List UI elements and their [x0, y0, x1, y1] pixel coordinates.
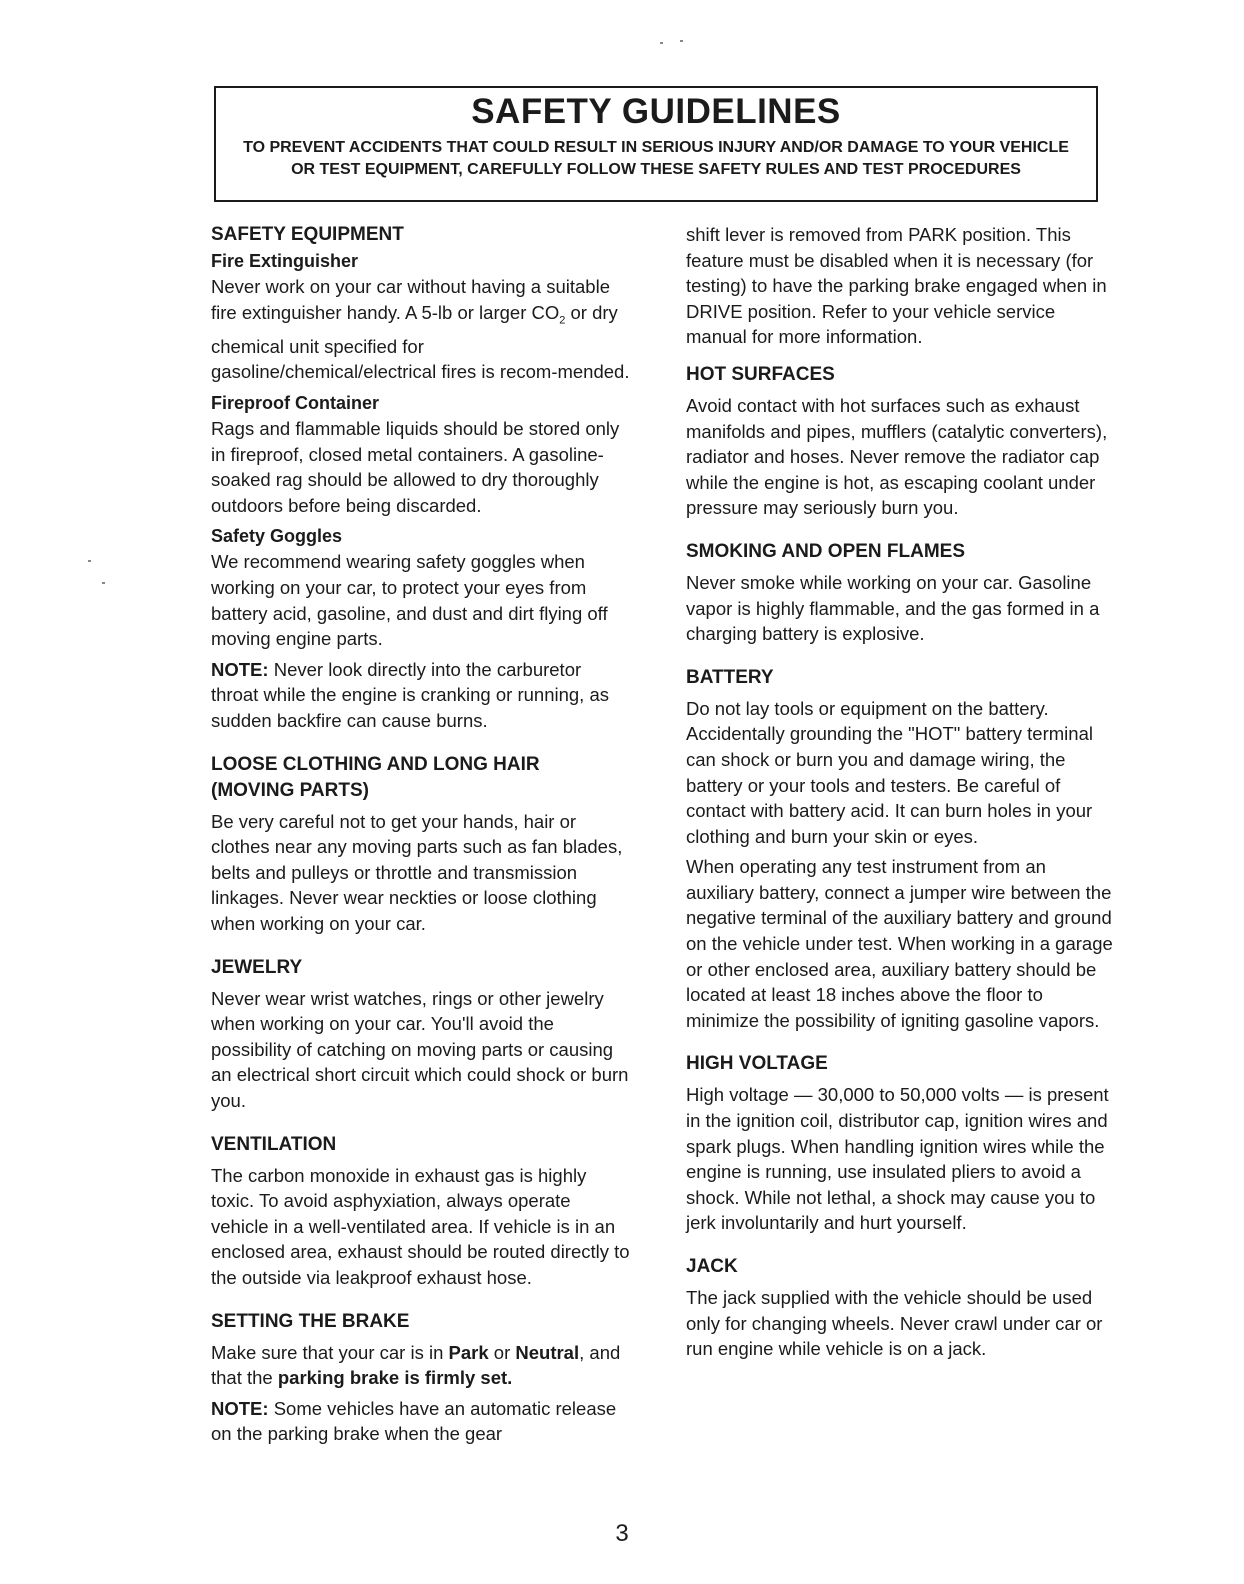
paragraph-brake-continued: shift lever is removed from PARK position. This feature must be disabled when it is necessary (for testing) to have the parking brake engaged when in DRIVE position. Refer to your vehicle service manual for more information.	[686, 224, 1107, 348]
section-heading: HIGH VOLTAGE	[686, 1053, 828, 1075]
page-number: 3	[615, 1520, 629, 1547]
section-smoking	[686, 539, 1118, 647]
text-span: Never work on your car without having a suitable fire extinguisher handy. A 5-lb or larger CO	[211, 276, 610, 323]
scan-speck	[660, 42, 663, 44]
scan-speck	[102, 582, 105, 584]
section-heading: JEWELRY	[211, 956, 303, 978]
paragraph-jack: The jack supplied with the vehicle should be used only for changing wheels. Never crawl under car or run engine while vehicle is on a jack.	[686, 1287, 1103, 1360]
section-ventilation	[211, 1132, 631, 1291]
paragraph-ventilation: The carbon monoxide in exhaust gas is highly toxic. To avoid asphyxiation, always operate vehicle in a well-ventilated area. If vehicle is in an enclosed area, exhaust should be routed directly to the outside via leakproof exhaust hose.	[211, 1164, 630, 1288]
bold-parking-brake: parking brake is firmly set.	[277, 1367, 513, 1389]
section-heading-line-2: (MOVING PARTS)	[211, 779, 369, 801]
section-high-voltage	[686, 1051, 1118, 1236]
paragraph-fireproof-container: Rags and flammable liquids should be stored only in fireproof, closed metal containers. A gasoline-soaked rag should be allowed to dry thoroughly outdoors before being discarded.	[211, 418, 620, 516]
text-span: or	[488, 1341, 516, 1363]
section-heading: BATTERY	[686, 666, 774, 688]
section-heading: LOOSE CLOTHING AND LONG HAIR	[211, 753, 540, 775]
subheading-fireproof-container: Fireproof Container	[211, 393, 380, 414]
paragraph-loose-clothing: Be very careful not to get your hands, hair or clothes near any moving parts such as fan blades, belts and pulleys or throttle and transmission linkages. Never wear neckties or loose clothing when working on your car.	[211, 810, 623, 934]
page-title: SAFETY GUIDELINES	[471, 92, 841, 131]
note-label: NOTE:	[211, 1397, 269, 1419]
text-span: Never look directly into the carburetor throat while the engine is cranking or running, as sudden backfire can cause burns.	[211, 658, 609, 731]
text-span: , and that the	[211, 1341, 621, 1389]
page-subtitle: TO PREVENT ACCIDENTS THAT COULD RESULT IN SERIOUS INJURY AND/OR DAMAGE TO YOUR VEHICLE OR TEST EQUIPMENT, CAREFULLY FOLLOW THESE SAFETY RULES AND TEST PROCEDURES	[243, 139, 1069, 178]
section-heading: SETTING THE BRAKE	[211, 1310, 410, 1332]
section-heading: SAFETY EQUIPMENT	[211, 224, 404, 245]
paragraph-smoking: Never smoke while working on your car. Gasoline vapor is highly flammable, and the gas formed in a charging battery is explosive.	[686, 571, 1100, 645]
section-jack	[686, 1254, 1118, 1362]
paragraph-note-brake	[211, 1396, 631, 1447]
paragraph-note-carburetor	[211, 657, 631, 734]
bold-park: Park	[448, 1341, 489, 1363]
safety-header-box	[214, 86, 1098, 202]
text-span: Some vehicles have an automatic release on the parking brake when the gear	[211, 1397, 617, 1445]
scan-speck	[88, 560, 91, 562]
subheading-fire-extinguisher: Fire Extinguisher	[211, 251, 359, 271]
section-jewelry	[211, 955, 631, 1114]
paragraph-jewelry: Never wear wrist watches, rings or other jewelry when working on your car. You'll avoid the possibility of catching on moving parts or causing an electrical short circuit which could shock or burn you.	[211, 987, 629, 1111]
bold-neutral: Neutral	[515, 1341, 580, 1363]
section-loose-clothing	[211, 752, 631, 937]
section-heading: SMOKING AND OPEN FLAMES	[686, 540, 966, 562]
section-hot-surfaces	[686, 362, 1118, 521]
paragraph-setting-brake	[211, 1340, 631, 1391]
subheading-safety-goggles: Safety Goggles	[211, 526, 343, 547]
scan-speck	[680, 40, 683, 42]
section-heading: VENTILATION	[211, 1133, 337, 1155]
note-label: NOTE:	[211, 658, 269, 680]
paragraph-battery-2: When operating any test instrument from an auxiliary battery, connect a jumper wire between the negative terminal of the auxiliary battery and ground on the vehicle under test. When working in a garage or other enclosed area, auxiliary battery should be located at least 18 inches above the floor to minimize the possibility of igniting gasoline vapors.	[686, 856, 1113, 1031]
section-setting-the-brake	[211, 1309, 631, 1447]
right-column	[686, 222, 1118, 1362]
paragraph-high-voltage: High voltage — 30,000 to 50,000 volts — is present in the ignition coil, distributor cap, ignition wires and spark plugs. When handling ignition wires while the engine is running, use insulated pliers to avoid a shock. While not lethal, a shock may cause you to jerk involuntarily and hurt yourself.	[686, 1084, 1109, 1234]
text-span: or dry chemical unit specified for gasoline/chemical/electrical fires is recom-mended.	[211, 301, 630, 383]
paragraph-safety-goggles: We recommend wearing safety goggles when working on your car, to protect your eyes from battery acid, gasoline, and dust and dirt flying off moving engine parts.	[211, 551, 608, 650]
subscript-2: 2	[559, 314, 566, 327]
section-heading: HOT SURFACES	[686, 363, 835, 385]
paragraph-battery-1: Do not lay tools or equipment on the battery. Accidentally grounding the "HOT" battery terminal can shock or burn you and damage wiring, the battery or your tools and testers. Be careful of contact with battery acid. It can burn holes in your clothing and burn your skin or eyes.	[686, 697, 1093, 847]
left-column	[211, 222, 631, 1447]
section-heading: JACK	[686, 1256, 738, 1277]
section-battery	[686, 665, 1118, 1034]
paragraph-hot-surfaces: Avoid contact with hot surfaces such as exhaust manifolds and pipes, mufflers (catalytic converters), radiator and hoses. Never remove the radiator cap while the engine is hot, as escaping coolant under pressure may seriously burn you.	[686, 394, 1108, 519]
paragraph-fire-extinguisher	[211, 274, 631, 385]
text-span: Make sure that your car is in	[211, 1341, 449, 1363]
section-safety-equipment	[211, 222, 631, 734]
